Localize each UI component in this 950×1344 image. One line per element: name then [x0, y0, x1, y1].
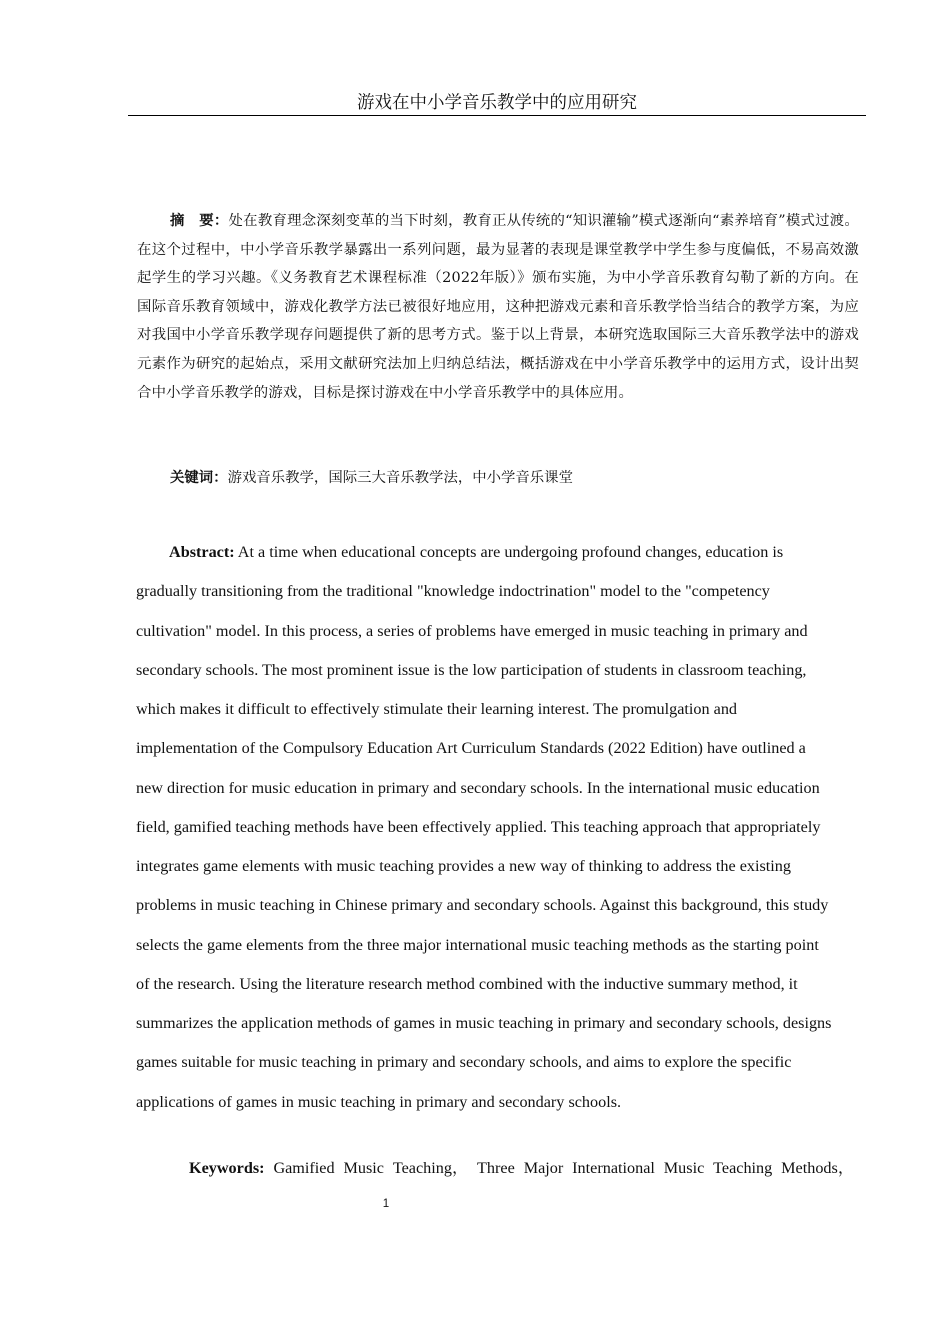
english-keyword-word: Teaching， — [392, 1159, 469, 1177]
english-keyword-word: Three — [477, 1159, 515, 1177]
english-abstract — [136, 533, 858, 1122]
english-abstract-line: summarizes the application methods of games in music teaching in primary and secondary schools, designs — [136, 1014, 832, 1032]
english-keyword-word: Music — [343, 1159, 384, 1177]
chinese-keywords-text: 游戏音乐教学，国际三大音乐教学法，中小学音乐课堂 — [227, 470, 573, 486]
chinese-keywords — [170, 464, 860, 492]
english-keyword-word: Methods， — [781, 1159, 854, 1177]
english-abstract-line: applications of games in music teaching in primary and secondary schools. — [136, 1092, 622, 1111]
english-abstract-label: Abstract: — [169, 543, 235, 561]
english-keyword-word: International — [572, 1159, 655, 1177]
english-keyword-word: Major — [523, 1159, 564, 1177]
page-number: 1 — [382, 1198, 390, 1210]
english-abstract-line: implementation of the Compulsory Education Art Curriculum Standards (2022 Edition) have outlined a — [136, 739, 806, 758]
english-abstract-line: new direction for music education in primary and secondary schools. In the international music education — [136, 778, 820, 797]
english-abstract-line: field, gamified teaching methods have been effectively applied. This teaching approach that appropriately — [136, 817, 821, 836]
english-abstract-line: selects the game elements from the three major international music teaching methods as the starting point — [136, 935, 819, 954]
english-abstract-line: which makes it difficult to effectively stimulate their learning interest. The promulgation and — [136, 700, 738, 718]
english-abstract-line: integrates game elements with music teaching provides a new way of thinking to address the existing — [136, 857, 791, 875]
english-abstract-line: gradually transitioning from the traditional "knowledge indoctrination" model to the "competency — [136, 582, 770, 601]
english-keyword-word: Music — [663, 1159, 705, 1177]
english-abstract-line: games suitable for music teaching in primary and secondary schools, and aims to explore the specific — [136, 1053, 792, 1072]
english-keywords — [189, 1154, 854, 1182]
english-abstract-line: of the research. Using the literature research method combined with the inductive summary method, it — [136, 974, 798, 993]
chinese-abstract — [137, 207, 859, 407]
header-rule — [128, 115, 866, 116]
english-abstract-line: problems in music teaching in Chinese primary and secondary schools. Against this background, this study — [136, 896, 829, 915]
chinese-abstract-label: 摘 要： — [170, 212, 229, 229]
chinese-keywords-label: 关键词： — [170, 469, 228, 486]
running-header-title: 游戏在中小学音乐教学中的应用研究 — [357, 93, 637, 113]
chinese-abstract-text: 处在教育理念深刻变革的当下时刻，教育正从传统的“知识灌输”模式逐渐向“素养培育”模式过渡。在这个过程中，中小学音乐教学暴露出一系列问题，最为显著的表现是课堂教学中学生参与度偏低，不易高效激起学生的学习兴趣。《义务教育艺术课程标准（2022年版）》颁布实施，为中小学音乐教育勾勒了新的方向。在国际音乐教育领域中，游戏化教学方法已被很好地应用，这种把游戏元素和音乐教学恰当结合的教学方案，为应对我国中小学音乐教学现存问题提供了新的思考方式。鉴于以上背景，本研究选取国际三大音乐教学法中的游戏元素作为研究的起始点，采用文献研究法加上归纳总结法，概括游戏在中小学音乐教学中的运用方式，设计出契合中小学音乐教学的游戏，目标是探讨游戏在中小学音乐教学中的具体应用。 — [137, 213, 859, 401]
english-abstract-line: cultivation" model. In this process, a series of problems have emerged in music teaching in primary and — [136, 621, 808, 640]
english-keyword-word: Gamified — [273, 1159, 335, 1177]
english-abstract-line: secondary schools. The most prominent issue is the low participation of students in classroom teaching, — [136, 660, 807, 679]
english-keywords-label: Keywords: — [189, 1159, 265, 1177]
english-keyword-word: Teaching — [713, 1159, 773, 1177]
english-abstract-line: Abstract: At a time when educational concepts are undergoing profound changes, education is — [169, 543, 784, 561]
